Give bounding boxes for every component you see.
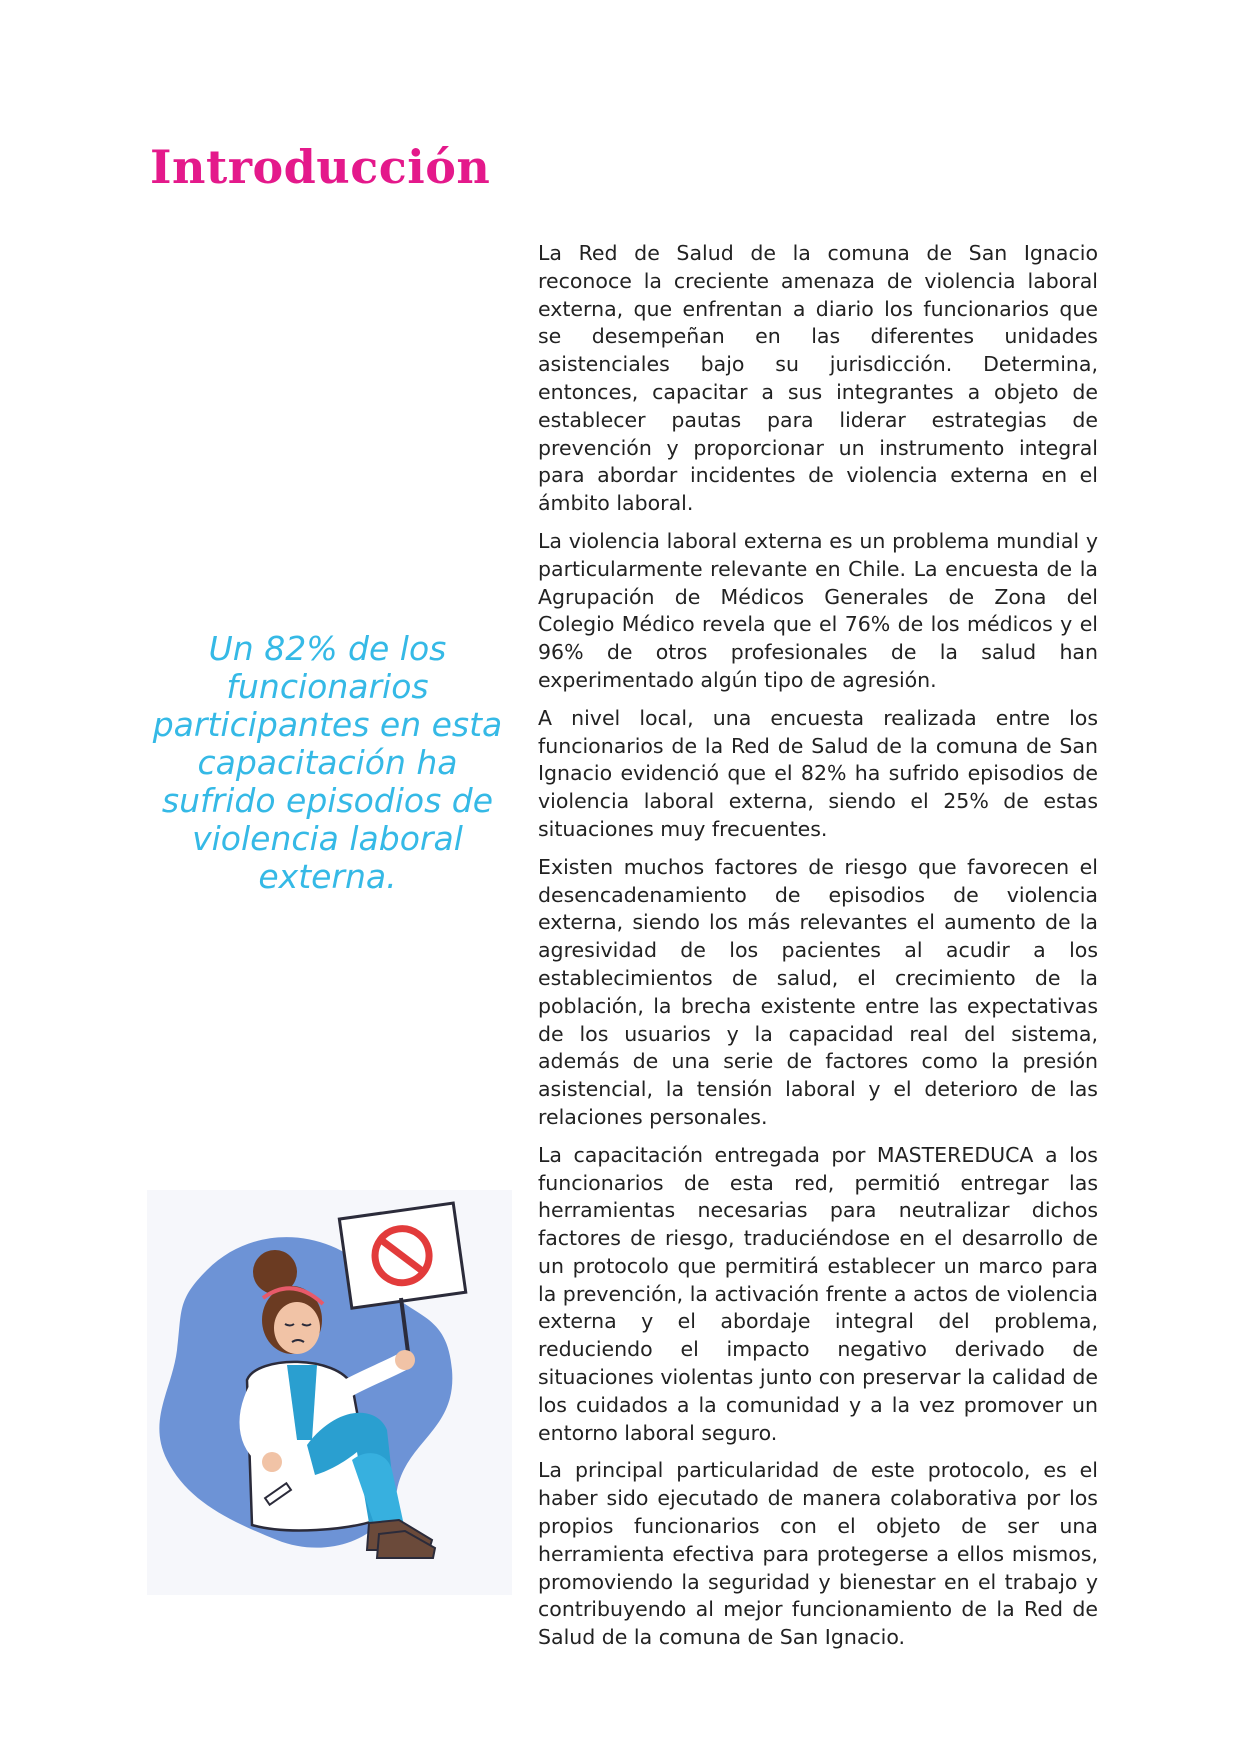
- page-title: Introducción: [150, 140, 491, 194]
- healthcare-worker-holding-no-sign-icon: [147, 1190, 512, 1595]
- pull-quote: Un 82% de los funcionarios participantes en esta capacitación ha sufrido episodios de violencia laboral externa.: [152, 629, 503, 896]
- paragraph: La principal particularidad de este protocolo, es el haber sido ejecutado de manera colaborativa por los propios funcionarios con el objeto de ser una herramienta efectiva para protegerse a ellos mismos, promoviendo la seguridad y bienestar en el trabajo y contribuyendo al mejor funcionamiento de la Red de Salud de la comuna de San Ignacio.: [538, 1458, 1098, 1650]
- paragraph: Existen muchos factores de riesgo que favorecen el desencadenamiento de episodios de violencia externa, siendo los más relevantes el aumento de la agresividad de los pacientes al acudir a los establecimientos de salud, el crecimiento de la población, la brecha existente entre las expectativas de los usuarios y la capacidad real del sistema, además de una serie de factores como la presión asistencial, la tensión laboral y el deterioro de las relaciones personales.: [538, 854, 1098, 1129]
- body-text: [538, 240, 1098, 1662]
- paragraph: La violencia laboral externa es un problema mundial y particularmente relevante en Chile. La encuesta de la Agrupación de Médicos Generales de Zona del Colegio Médico revela que el 76% de los médicos y el 96% de otros profesionales de la salud han experimentado algún tipo de agresión.: [538, 528, 1098, 692]
- paragraph: A nivel local, una encuesta realizada entre los funcionarios de la Red de Salud de la comuna de San Ignacio evidenció que el 82% ha sufrido episodios de violencia laboral externa, siendo el 25% de estas situaciones muy frecuentes.: [538, 705, 1098, 841]
- paragraph: La capacitación entregada por MASTEREDUCA a los funcionarios de esta red, permitió entregar las herramientas necesarias para neutralizar dichos factores de riesgo, traduciéndose en el desarrollo de un protocolo que permitirá establecer un marco para la prevención, la activación frente a actos de violencia externa y el abordaje integral del problema, reduciendo el impacto negativo derivado de situaciones violentas junto con preservar la calidad de los cuidados a la comunidad y a la vez promover un entorno laboral seguro.: [538, 1142, 1098, 1445]
- paragraph: La Red de Salud de la comuna de San Ignacio reconoce la creciente amenaza de violencia laboral externa, que enfrentan a diario los funcionarios que se desempeñan en las diferentes unidades asistenciales bajo su jurisdicción. Determina, entonces, capacitar a sus integrantes a objeto de establecer pautas para liderar estrategias de prevención y proporcionar un instrumento integral para abordar incidentes de violencia externa en el ámbito laboral.: [538, 241, 1098, 516]
